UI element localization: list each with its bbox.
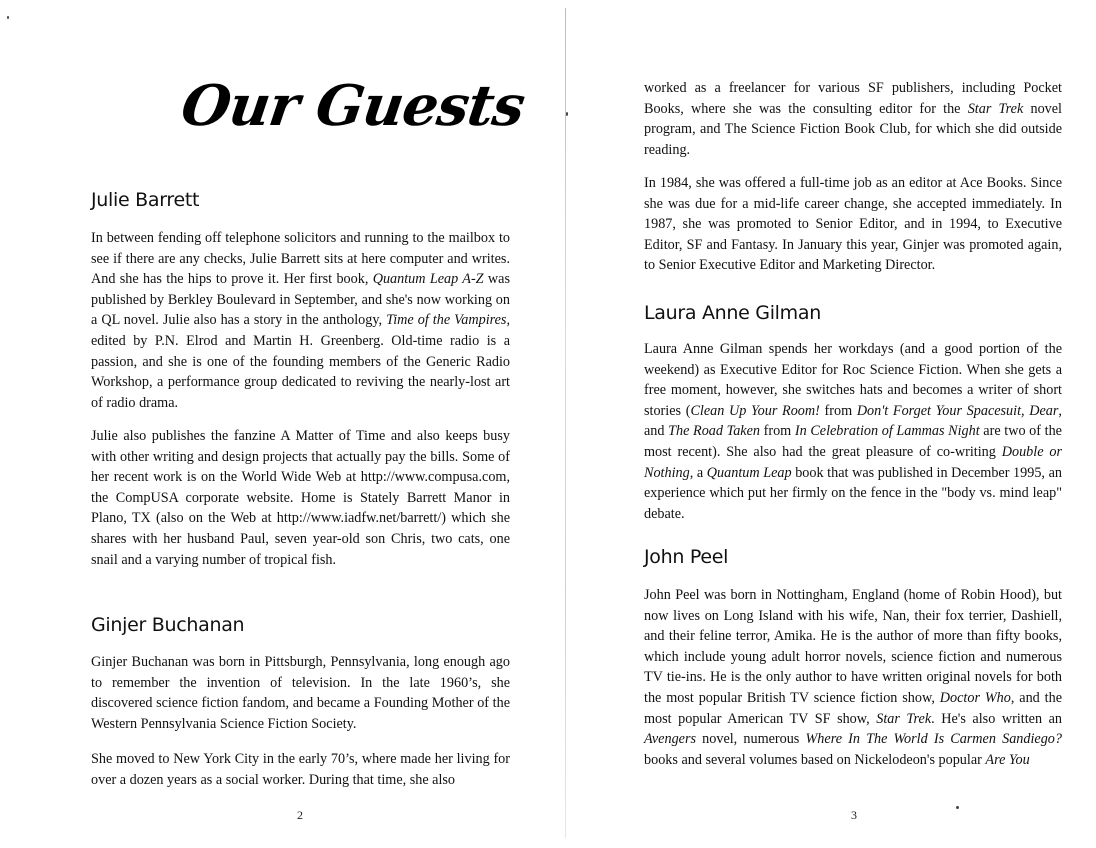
guest-name-john-peel: John Peel [644, 546, 729, 568]
julie-bio-paragraph-2: Julie also publishes the fanzine A Matter of Time and also keeps busy with other writing and design projects that actually pay the bills. Some of her recent work is on the World Wide Web at http://www.compusa.com, the CompUSA corporate website. Home is Stately Barrett Manor in Plano, TX (also on the Web at http://www.iadfw.net/barrett/) which she shares with her husband Paul, seven year-old son Chris, two cats, one snail and a varying number of tropical fish. [91, 428, 510, 568]
ginjer-bio-paragraph-4: In 1984, she was offered a full-time job as an editor at Ace Books. Since she was due for a mid-life career change, she accepted immediately. In 1987, she was promoted to Senior Editor, and in 1994, to Executive Editor, SF and Fantasy. In January this year, Ginjer was promoted again, to Senior Executive Editor and Marketing Director. [644, 175, 1062, 274]
scan-speck [566, 112, 568, 116]
john-bio-paragraph-1: John Peel was born in Nottingham, England (home of Robin Hood), but now lives on Long Island with his wife, Nan, their fox terrier, Dashiell, and their feline terror, Amika. He is the author of more than fifty books, which include young adult horror novels, science fiction and numerous TV tie-ins. He is the only author to have written original novels for both the most popular British TV science fiction show, Doctor Who, and the most popular American TV SF show, Star Trek. He's also written an Avengers novel, numerous Where In The World Is Carmen Sandiego? books and several volumes based on Nickelodeon's popular Are You [644, 587, 1062, 768]
page-number: 2 [297, 808, 303, 822]
laura-bio-paragraph-1: Laura Anne Gilman spends her workdays (and a good portion of the weekend) as Executive Editor for Roc Science Fiction. When she gets a free moment, however, she switches hats and becomes a writer of short stories (Clean Up Your Room! from Don't Forget Your Spacesuit, Dear, and The Road Taken from In Celebration of Lammas Night are two of the most recent). She also had the great pleasure of co-writing Double or Nothing, a Quantum Leap book that was published in December 1995, an experience which put her firmly on the fence in the "body vs. mind leap" debate. [644, 341, 1062, 522]
ginjer-bio-paragraph-2: She moved to New York City in the early 70’s, where made her living for over a dozen years as a social worker. During that time, she also [91, 751, 510, 788]
ginjer-bio-paragraph-1: Ginjer Buchanan was born in Pittsburgh, Pennsylvania, long enough ago to remember the invention of television. In the late 1960’s, she discovered science fiction fandom, and became a Founding Mother of the Western Pennsylvania Science Fiction Society. [91, 654, 510, 732]
guest-name-ginjer-buchanan: Ginjer Buchanan [91, 614, 245, 636]
guest-name-laura-anne-gilman: Laura Anne Gilman [644, 302, 821, 324]
ginjer-bio-paragraph-3: worked as a freelancer for various SF publishers, including Pocket Books, where she was the consulting editor for the Star Trek novel program, and The Science Fiction Book Club, for which she did outside reading. [644, 80, 1062, 158]
guest-name-julie-barrett: Julie Barrett [91, 189, 200, 211]
page-number: 3 [851, 808, 857, 822]
page-gutter [565, 8, 566, 838]
page-title: Our Guests [177, 73, 529, 139]
right-page [570, 0, 1096, 848]
julie-bio-paragraph-1: In between fending off telephone solicitors and running to the mailbox to see if there are any checks, Julie Barrett sits at here computer and writes. And she has the hips to prove it. Her first book, Quantum Leap A-Z was published by Berkley Boulevard in September, and she's now working on a QL novel. Julie also has a story in the anthology, Time of the Vampires, edited by P.N. Elrod and Martin H. Greenberg. Old-time radio is a passion, and she is one of the founding members of the Generic Radio Workshop, a performance group dedicated to reviving the nearly-lost art of radio drama. [91, 230, 510, 411]
